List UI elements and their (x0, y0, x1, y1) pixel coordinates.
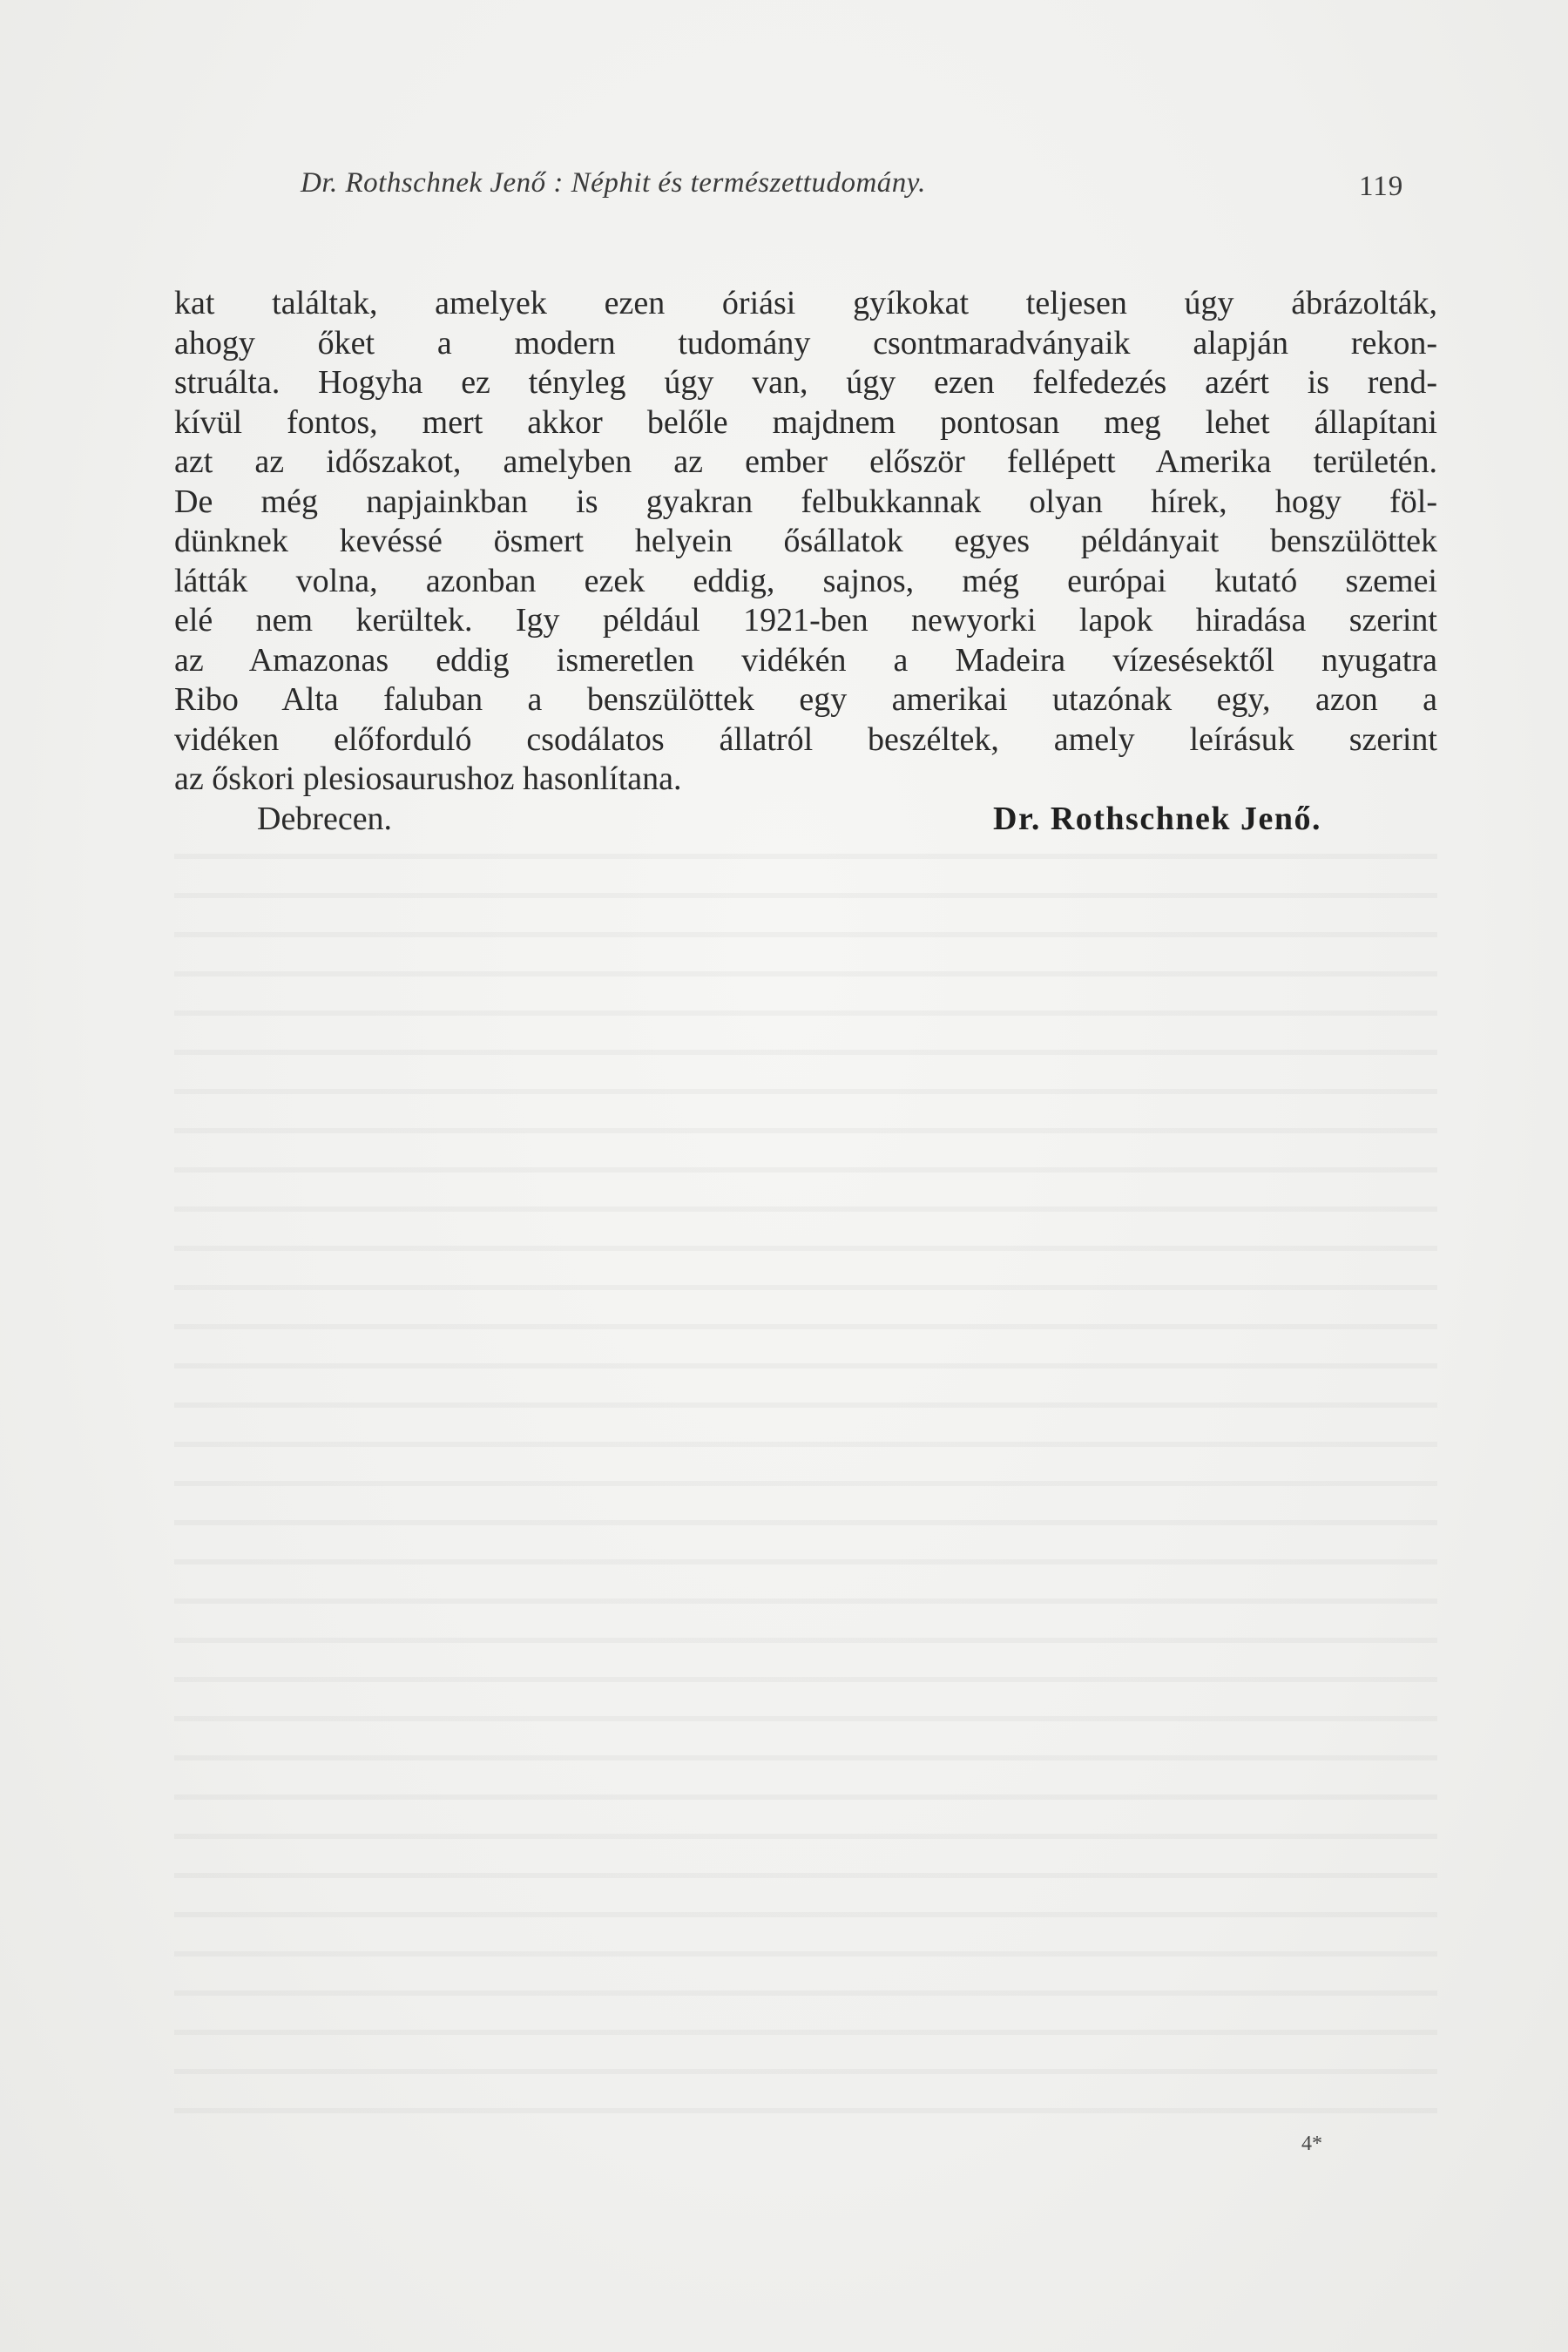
text-line: dünknek kevéssé ösmert helyein ősállatok egyes példányait benszülöttek (174, 523, 1437, 559)
signature-author: Dr. Rothschnek Jenő. (993, 801, 1321, 837)
printer-signature-mark: 4* (1301, 2132, 1322, 2155)
page-number: 119 (1359, 171, 1404, 202)
text-line: ahogy őket a modern tudomány csontmaradványaik alapján rekon- (174, 324, 1437, 362)
text-line: azt az időszakot, amelyben az ember először fellépett Amerika területén. (174, 443, 1437, 480)
text-line: látták volna, azonban ezek eddig, sajnos, még európai kutató szemei (174, 562, 1437, 599)
text-line: az Amazonas eddig ismeretlen vidékén a Madeira vízesésektől nyugatra (174, 641, 1437, 679)
text-line: az őskori plesiosaurushoz hasonlítana. (174, 760, 682, 797)
text-line: elé nem kerültek. Igy például 1921-ben newyorki lapok hiradása szerint (174, 602, 1437, 639)
text-line: De még napjainkban is gyakran felbukkannak olyan hírek, hogy föl- (174, 483, 1437, 520)
running-head-title: Dr. Rothschnek Jenő : Néphit és természettudomány. (301, 167, 926, 199)
text-line: vidéken előforduló csodálatos állatról beszéltek, amely leírásuk szerint (174, 720, 1437, 758)
signature-row (174, 800, 1394, 843)
show-through-texture (174, 854, 1437, 2117)
signature-place: Debrecen. (257, 801, 393, 837)
text-line: Ribo Alta faluban a benszülöttek egy amerikai utazónak egy, azon a (174, 681, 1437, 718)
article-body (174, 284, 1437, 800)
text-line: kívül fontos, mert akkor belőle majdnem pontosan meg lehet állapítani (174, 403, 1437, 441)
text-line: struálta. Hogyha ez tényleg úgy van, úgy ezen felfedezés azért is rend- (174, 364, 1437, 401)
text-line: kat találtak, amelyek ezen óriási gyíkokat teljesen úgy ábrázolták, (174, 285, 1437, 321)
